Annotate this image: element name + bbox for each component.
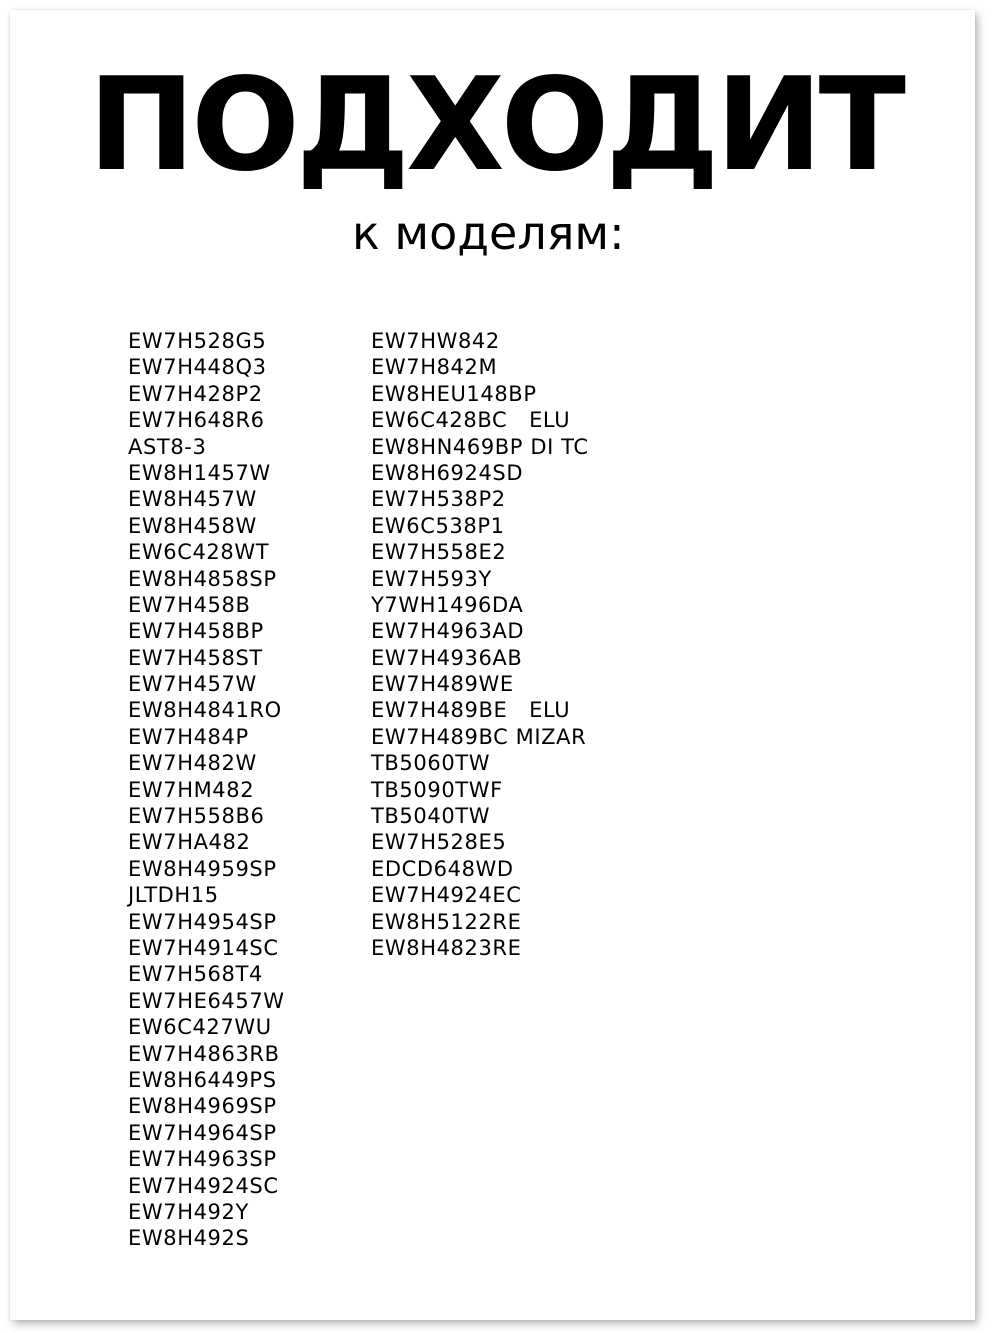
model-item: AST8-3 [128, 434, 207, 459]
model-item: EW7H4863RB [128, 1041, 280, 1066]
model-item: EW7H4924EC [371, 883, 522, 908]
model-item: EW7H528G5 [128, 329, 267, 353]
model-item: EW6C427WU [128, 1015, 272, 1040]
model-item: EW7H4936AB [371, 645, 523, 670]
page-subtitle: к моделям: [352, 206, 625, 260]
model-item: EW7HM482 [128, 777, 255, 802]
model-item: EW7HE6457W [128, 988, 285, 1013]
model-list-column-1 [128, 328, 285, 1252]
model-item: EW7H842M [371, 355, 498, 380]
model-item: TB5040TW [371, 804, 491, 829]
model-item: EW8H4841RO [128, 698, 282, 723]
model-item: EW8H458W [128, 513, 257, 538]
page-title: ПОДХОДИТ [88, 51, 902, 200]
model-item: EW7H489BC MIZAR [371, 724, 587, 749]
model-item: EW7H484P [128, 724, 249, 749]
model-item: EW7H4914SC [128, 935, 279, 960]
model-item: Y7WH1496DA [371, 592, 524, 617]
model-item: EW6C538P1 [371, 513, 505, 538]
model-item: EW7H558B6 [128, 804, 265, 829]
model-item: EW7H538P2 [371, 487, 506, 512]
model-item: EW7H648R6 [128, 408, 265, 433]
model-item: EW7HA482 [128, 830, 251, 855]
model-list-column-2 [371, 328, 589, 961]
model-item: JLTDH15 [128, 883, 219, 908]
model-item: EW7H458BP [128, 619, 264, 644]
model-item: EW7H458B [128, 592, 251, 617]
model-item: EW7H4963AD [371, 619, 525, 644]
model-item: EW8H1457W [128, 460, 271, 485]
model-item: EW8H4959SP [128, 856, 277, 881]
model-item: EW8H457W [128, 487, 257, 512]
model-item: EW7H593Y [371, 566, 492, 591]
model-item: EW8H6449PS [128, 1067, 277, 1092]
model-item: EW8H4969SP [128, 1094, 277, 1119]
model-item: EW7H4954SP [128, 909, 277, 934]
model-item: EW7H4924SC [128, 1173, 279, 1198]
model-item: TB5060TW [371, 751, 491, 776]
model-item: EW8H492S [128, 1226, 250, 1251]
model-item: EDCD648WD [371, 856, 514, 881]
model-item: EW7H4963SP [128, 1147, 277, 1172]
model-item: EW7H457W [128, 672, 257, 697]
model-item: EW7H492Y [128, 1199, 249, 1224]
model-item: EW7H558E2 [371, 540, 507, 565]
model-item: EW8HN469BP DI TC [371, 434, 589, 459]
document-page [10, 10, 975, 1320]
model-item: EW7HW842 [371, 329, 500, 353]
model-item: EW8H5122RE [371, 909, 522, 934]
model-item: EW7H568T4 [128, 962, 263, 987]
model-item: EW7H528E5 [371, 830, 507, 855]
model-item: EW7H489BE ELU [371, 698, 571, 723]
model-item: EW7H489WE [371, 672, 514, 697]
model-item: EW6C428BC ELU [371, 408, 571, 433]
model-item: EW8HEU148BP [371, 381, 537, 406]
model-item: TB5090TWF [371, 777, 503, 802]
model-item: EW7H482W [128, 751, 257, 776]
model-item: EW8H6924SD [371, 460, 524, 485]
model-item: EW8H4858SP [128, 566, 277, 591]
model-item: EW7H428P2 [128, 381, 263, 406]
model-item: EW7H458ST [128, 645, 263, 670]
model-item: EW7H448Q3 [128, 355, 267, 380]
model-item: EW7H4964SP [128, 1120, 277, 1145]
model-item: EW6C428WT [128, 540, 270, 565]
model-item: EW8H4823RE [371, 935, 522, 960]
